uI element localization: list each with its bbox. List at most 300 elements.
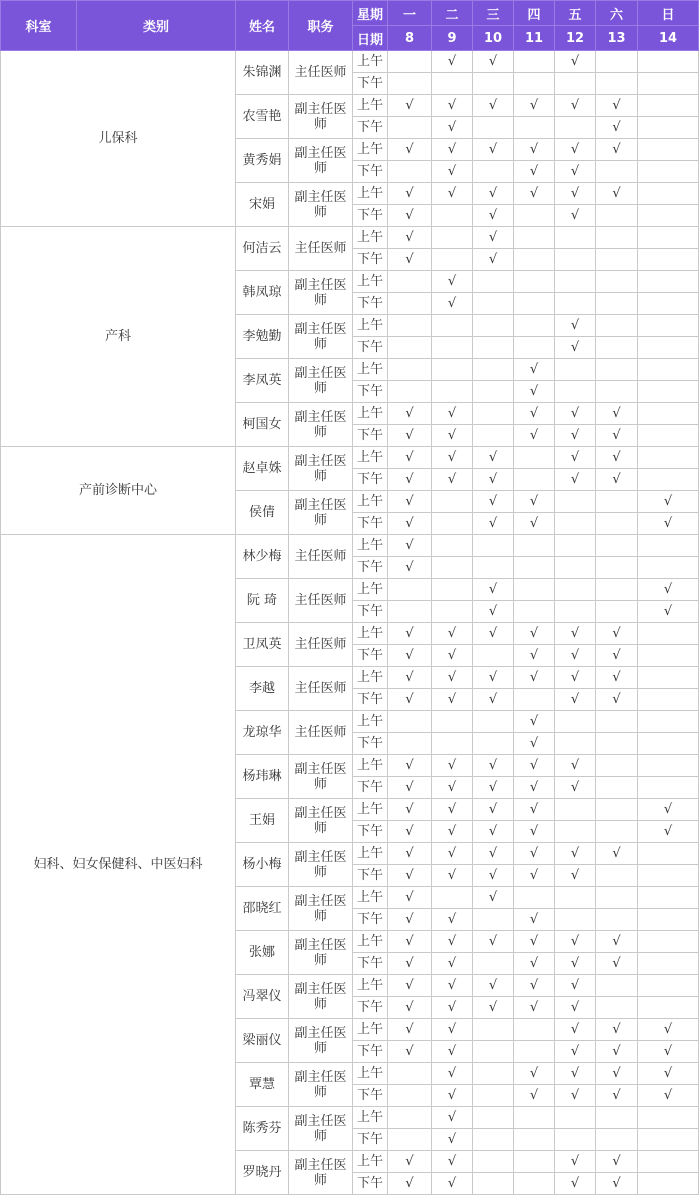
department-name: 产前诊断中心 [1, 447, 236, 535]
schedule-cell: √ [473, 95, 514, 117]
doctor-name: 李凤英 [236, 359, 289, 403]
schedule-cell: √ [473, 469, 514, 491]
schedule-cell: √ [388, 95, 432, 117]
header-weekday-2: 二 [432, 1, 473, 26]
schedule-cell: √ [432, 271, 473, 293]
doctor-title: 副主任医师 [289, 931, 353, 975]
period-pm-label: 下午 [353, 1085, 388, 1107]
schedule-cell: √ [514, 799, 555, 821]
schedule-cell [514, 1107, 555, 1129]
schedule-cell [473, 1085, 514, 1107]
schedule-cell [596, 821, 638, 843]
schedule-cell [555, 359, 596, 381]
schedule-cell [638, 909, 699, 931]
doctor-title: 主任医师 [289, 535, 353, 579]
doctor-title: 主任医师 [289, 667, 353, 711]
schedule-cell [514, 73, 555, 95]
schedule-cell [638, 931, 699, 953]
schedule-cell: √ [555, 843, 596, 865]
schedule-cell [555, 1107, 596, 1129]
schedule-cell: √ [555, 205, 596, 227]
schedule-cell [388, 579, 432, 601]
doctor-name: 邵晓红 [236, 887, 289, 931]
schedule-cell: √ [514, 821, 555, 843]
header-dept: 科室 [1, 1, 77, 51]
doctor-name: 梁丽仪 [236, 1019, 289, 1063]
header-category: 类别 [77, 1, 236, 51]
schedule-cell: √ [473, 513, 514, 535]
schedule-cell: √ [473, 249, 514, 271]
schedule-cell: √ [638, 601, 699, 623]
schedule-cell [514, 1019, 555, 1041]
department-name: 妇科、妇女保健科、中医妇科 [1, 535, 236, 1195]
schedule-cell [638, 689, 699, 711]
doctor-name: 李越 [236, 667, 289, 711]
schedule-cell [638, 183, 699, 205]
schedule-cell: √ [473, 579, 514, 601]
schedule-cell [596, 909, 638, 931]
schedule-cell: √ [555, 931, 596, 953]
schedule-cell [596, 73, 638, 95]
doctor-name: 冯翠仪 [236, 975, 289, 1019]
schedule-cell: √ [514, 667, 555, 689]
schedule-cell: √ [514, 359, 555, 381]
period-am-label: 上午 [353, 623, 388, 645]
schedule-cell [473, 733, 514, 755]
schedule-cell: √ [388, 689, 432, 711]
period-am-label: 上午 [353, 755, 388, 777]
schedule-cell: √ [473, 689, 514, 711]
schedule-cell [638, 249, 699, 271]
schedule-cell [596, 711, 638, 733]
schedule-cell [638, 359, 699, 381]
schedule-cell: √ [473, 755, 514, 777]
schedule-cell: √ [432, 975, 473, 997]
schedule-cell: √ [388, 183, 432, 205]
schedule-cell: √ [432, 161, 473, 183]
header-weekday: 星期 [353, 1, 388, 26]
period-pm-label: 下午 [353, 1173, 388, 1195]
schedule-cell: √ [514, 95, 555, 117]
schedule-cell: √ [432, 447, 473, 469]
schedule-cell [432, 557, 473, 579]
schedule-cell: √ [388, 667, 432, 689]
schedule-cell: √ [555, 469, 596, 491]
schedule-cell: √ [596, 447, 638, 469]
doctor-title: 副主任医师 [289, 403, 353, 447]
period-am-label: 上午 [353, 1019, 388, 1041]
schedule-cell: √ [514, 513, 555, 535]
schedule-cell [555, 887, 596, 909]
schedule-cell [388, 733, 432, 755]
period-am-label: 上午 [353, 227, 388, 249]
schedule-cell [473, 645, 514, 667]
period-pm-label: 下午 [353, 777, 388, 799]
schedule-cell: √ [638, 579, 699, 601]
schedule-cell [388, 601, 432, 623]
schedule-cell: √ [473, 51, 514, 73]
schedule-cell: √ [514, 711, 555, 733]
header-weekday-3: 三 [473, 1, 514, 26]
schedule-cell [432, 513, 473, 535]
schedule-cell [596, 271, 638, 293]
schedule-cell: √ [432, 403, 473, 425]
header-date-3: 10 [473, 26, 514, 51]
schedule-cell: √ [555, 425, 596, 447]
schedule-cell [514, 1151, 555, 1173]
header-date-4: 11 [514, 26, 555, 51]
doctor-title: 主任医师 [289, 623, 353, 667]
schedule-cell [555, 1129, 596, 1151]
schedule-cell: √ [596, 403, 638, 425]
schedule-cell: √ [388, 447, 432, 469]
schedule-cell [596, 579, 638, 601]
schedule-cell [596, 513, 638, 535]
schedule-cell: √ [473, 821, 514, 843]
schedule-cell: √ [514, 1085, 555, 1107]
schedule-cell [555, 293, 596, 315]
schedule-cell [388, 315, 432, 337]
schedule-cell: √ [555, 975, 596, 997]
period-am-label: 上午 [353, 183, 388, 205]
header-name: 姓名 [236, 1, 289, 51]
schedule-cell [388, 359, 432, 381]
period-pm-label: 下午 [353, 733, 388, 755]
schedule-cell [596, 975, 638, 997]
schedule-cell: √ [555, 447, 596, 469]
schedule-cell: √ [514, 403, 555, 425]
schedule-cell: √ [638, 799, 699, 821]
doctor-title: 副主任医师 [289, 183, 353, 227]
schedule-cell: √ [388, 843, 432, 865]
period-am-label: 上午 [353, 799, 388, 821]
schedule-cell [638, 755, 699, 777]
schedule-cell: √ [555, 1151, 596, 1173]
schedule-cell: √ [555, 337, 596, 359]
schedule-cell: √ [638, 1063, 699, 1085]
schedule-cell [388, 1129, 432, 1151]
schedule-cell: √ [555, 865, 596, 887]
schedule-cell: √ [388, 997, 432, 1019]
schedule-cell [432, 227, 473, 249]
schedule-cell: √ [432, 1173, 473, 1195]
schedule-cell [596, 1107, 638, 1129]
header-weekday-7: 日 [638, 1, 699, 26]
schedule-cell: √ [514, 997, 555, 1019]
schedule-cell: √ [638, 821, 699, 843]
schedule-cell [473, 337, 514, 359]
schedule-cell: √ [432, 1129, 473, 1151]
schedule-cell: √ [555, 689, 596, 711]
schedule-cell: √ [432, 469, 473, 491]
period-pm-label: 下午 [353, 249, 388, 271]
schedule-cell: √ [432, 777, 473, 799]
doctor-title: 副主任医师 [289, 271, 353, 315]
schedule-cell: √ [596, 469, 638, 491]
header-weekday-4: 四 [514, 1, 555, 26]
schedule-cell: √ [596, 645, 638, 667]
schedule-cell: √ [555, 953, 596, 975]
doctor-name: 朱锦渊 [236, 51, 289, 95]
doctor-title: 副主任医师 [289, 799, 353, 843]
schedule-cell [432, 491, 473, 513]
schedule-cell [432, 205, 473, 227]
doctor-name: 农雪艳 [236, 95, 289, 139]
schedule-cell [555, 821, 596, 843]
period-pm-label: 下午 [353, 425, 388, 447]
schedule-cell [638, 865, 699, 887]
schedule-cell [638, 777, 699, 799]
schedule-cell: √ [555, 1173, 596, 1195]
doctor-title: 主任医师 [289, 711, 353, 755]
schedule-cell: √ [473, 667, 514, 689]
schedule-cell [596, 601, 638, 623]
schedule-cell: √ [555, 403, 596, 425]
schedule-cell [596, 293, 638, 315]
schedule-cell [638, 51, 699, 73]
schedule-cell: √ [514, 1063, 555, 1085]
period-am-label: 上午 [353, 579, 388, 601]
schedule-cell: √ [432, 821, 473, 843]
schedule-cell [514, 51, 555, 73]
schedule-cell [473, 271, 514, 293]
schedule-cell: √ [432, 1151, 473, 1173]
schedule-cell [596, 359, 638, 381]
period-am-label: 上午 [353, 931, 388, 953]
schedule-cell: √ [473, 799, 514, 821]
doctor-title: 副主任医师 [289, 1151, 353, 1195]
schedule-cell [596, 799, 638, 821]
schedule-cell [596, 161, 638, 183]
period-am-label: 上午 [353, 95, 388, 117]
schedule-cell [514, 887, 555, 909]
schedule-cell: √ [473, 975, 514, 997]
table-row [1, 447, 699, 469]
period-am-label: 上午 [353, 1063, 388, 1085]
schedule-cell [473, 1129, 514, 1151]
schedule-cell: √ [596, 953, 638, 975]
schedule-cell [555, 535, 596, 557]
schedule-cell [638, 205, 699, 227]
schedule-cell: √ [473, 843, 514, 865]
schedule-cell: √ [596, 1063, 638, 1085]
doctor-name: 侯倩 [236, 491, 289, 535]
schedule-cell [473, 1107, 514, 1129]
schedule-cell: √ [432, 51, 473, 73]
schedule-cell [514, 1173, 555, 1195]
schedule-cell [388, 293, 432, 315]
schedule-cell: √ [388, 557, 432, 579]
period-am-label: 上午 [353, 1107, 388, 1129]
schedule-cell [388, 381, 432, 403]
schedule-cell [388, 1085, 432, 1107]
period-am-label: 上午 [353, 887, 388, 909]
schedule-cell [432, 535, 473, 557]
schedule-cell [514, 337, 555, 359]
schedule-cell: √ [388, 469, 432, 491]
schedule-cell: √ [555, 1063, 596, 1085]
schedule-cell: √ [388, 975, 432, 997]
schedule-cell [638, 843, 699, 865]
period-am-label: 上午 [353, 975, 388, 997]
doctor-name: 阮 琦 [236, 579, 289, 623]
schedule-cell: √ [432, 183, 473, 205]
schedule-cell [473, 403, 514, 425]
schedule-cell: √ [473, 865, 514, 887]
department-name: 产科 [1, 227, 236, 447]
period-am-label: 上午 [353, 315, 388, 337]
schedule-cell: √ [555, 161, 596, 183]
schedule-cell [555, 711, 596, 733]
schedule-cell: √ [432, 95, 473, 117]
schedule-cell: √ [514, 645, 555, 667]
schedule-cell: √ [388, 799, 432, 821]
schedule-cell: √ [555, 777, 596, 799]
schedule-cell: √ [514, 755, 555, 777]
schedule-cell: √ [596, 117, 638, 139]
doctor-title: 副主任医师 [289, 95, 353, 139]
schedule-cell [473, 1041, 514, 1063]
schedule-cell [388, 73, 432, 95]
schedule-cell [638, 447, 699, 469]
period-am-label: 上午 [353, 667, 388, 689]
schedule-cell [596, 1129, 638, 1151]
schedule-cell: √ [432, 997, 473, 1019]
schedule-cell: √ [555, 997, 596, 1019]
schedule-cell [596, 205, 638, 227]
schedule-cell [473, 161, 514, 183]
schedule-cell: √ [388, 205, 432, 227]
schedule-cell [555, 799, 596, 821]
schedule-cell [638, 117, 699, 139]
period-pm-label: 下午 [353, 293, 388, 315]
schedule-cell [473, 1019, 514, 1041]
schedule-cell [473, 359, 514, 381]
doctor-title: 副主任医师 [289, 1063, 353, 1107]
schedule-cell [514, 249, 555, 271]
schedule-cell [638, 1129, 699, 1151]
schedule-cell [432, 733, 473, 755]
schedule-cell: √ [432, 953, 473, 975]
schedule-cell: √ [432, 117, 473, 139]
schedule-cell [596, 227, 638, 249]
schedule-cell [473, 1173, 514, 1195]
schedule-cell [638, 887, 699, 909]
schedule-cell: √ [388, 953, 432, 975]
doctor-name: 张娜 [236, 931, 289, 975]
header-date-6: 13 [596, 26, 638, 51]
table-row [1, 227, 699, 249]
period-pm-label: 下午 [353, 73, 388, 95]
schedule-cell [555, 227, 596, 249]
schedule-cell: √ [432, 425, 473, 447]
schedule-cell [596, 535, 638, 557]
schedule-cell [638, 953, 699, 975]
schedule-cell [555, 117, 596, 139]
doctor-name: 杨小梅 [236, 843, 289, 887]
schedule-cell [388, 711, 432, 733]
doctor-title: 主任医师 [289, 579, 353, 623]
schedule-cell [388, 1063, 432, 1085]
doctor-title: 主任医师 [289, 51, 353, 95]
schedule-cell: √ [432, 293, 473, 315]
schedule-cell: √ [432, 1107, 473, 1129]
schedule-cell [388, 161, 432, 183]
schedule-cell: √ [514, 975, 555, 997]
schedule-cell [638, 73, 699, 95]
schedule-cell: √ [388, 491, 432, 513]
schedule-cell: √ [473, 205, 514, 227]
schedule-cell [555, 381, 596, 403]
period-pm-label: 下午 [353, 337, 388, 359]
table-header [1, 1, 699, 51]
schedule-cell: √ [514, 777, 555, 799]
schedule-cell [638, 227, 699, 249]
doctor-name: 林少梅 [236, 535, 289, 579]
schedule-cell [596, 51, 638, 73]
schedule-cell [473, 535, 514, 557]
schedule-cell: √ [514, 381, 555, 403]
schedule-cell: √ [555, 645, 596, 667]
doctor-name: 韩凤琼 [236, 271, 289, 315]
schedule-cell: √ [596, 843, 638, 865]
schedule-cell: √ [473, 183, 514, 205]
header-date-5: 12 [555, 26, 596, 51]
period-pm-label: 下午 [353, 469, 388, 491]
schedule-cell: √ [388, 403, 432, 425]
schedule-cell [638, 1107, 699, 1129]
period-pm-label: 下午 [353, 997, 388, 1019]
schedule-cell: √ [432, 931, 473, 953]
schedule-cell: √ [473, 931, 514, 953]
schedule-cell [473, 909, 514, 931]
period-pm-label: 下午 [353, 953, 388, 975]
schedule-cell: √ [388, 755, 432, 777]
schedule-cell [638, 1151, 699, 1173]
schedule-cell [638, 403, 699, 425]
schedule-cell [514, 579, 555, 601]
schedule-cell [432, 711, 473, 733]
doctor-title: 副主任医师 [289, 1019, 353, 1063]
schedule-cell: √ [388, 645, 432, 667]
schedule-cell [473, 315, 514, 337]
schedule-cell [596, 249, 638, 271]
schedule-cell [514, 1041, 555, 1063]
schedule-cell [473, 557, 514, 579]
schedule-cell: √ [514, 161, 555, 183]
schedule-cell: √ [432, 843, 473, 865]
schedule-cell [638, 381, 699, 403]
schedule-cell: √ [388, 1151, 432, 1173]
schedule-cell [596, 557, 638, 579]
schedule-cell [596, 755, 638, 777]
doctor-name: 柯国女 [236, 403, 289, 447]
schedule-cell: √ [514, 953, 555, 975]
schedule-cell [514, 227, 555, 249]
schedule-cell: √ [638, 1041, 699, 1063]
schedule-cell: √ [596, 1019, 638, 1041]
table-row [1, 51, 699, 73]
period-pm-label: 下午 [353, 117, 388, 139]
doctor-title: 副主任医师 [289, 359, 353, 403]
period-am-label: 上午 [353, 139, 388, 161]
schedule-cell: √ [514, 909, 555, 931]
schedule-cell [638, 161, 699, 183]
period-pm-label: 下午 [353, 865, 388, 887]
schedule-cell: √ [473, 491, 514, 513]
schedule-cell: √ [473, 601, 514, 623]
schedule-cell: √ [388, 777, 432, 799]
